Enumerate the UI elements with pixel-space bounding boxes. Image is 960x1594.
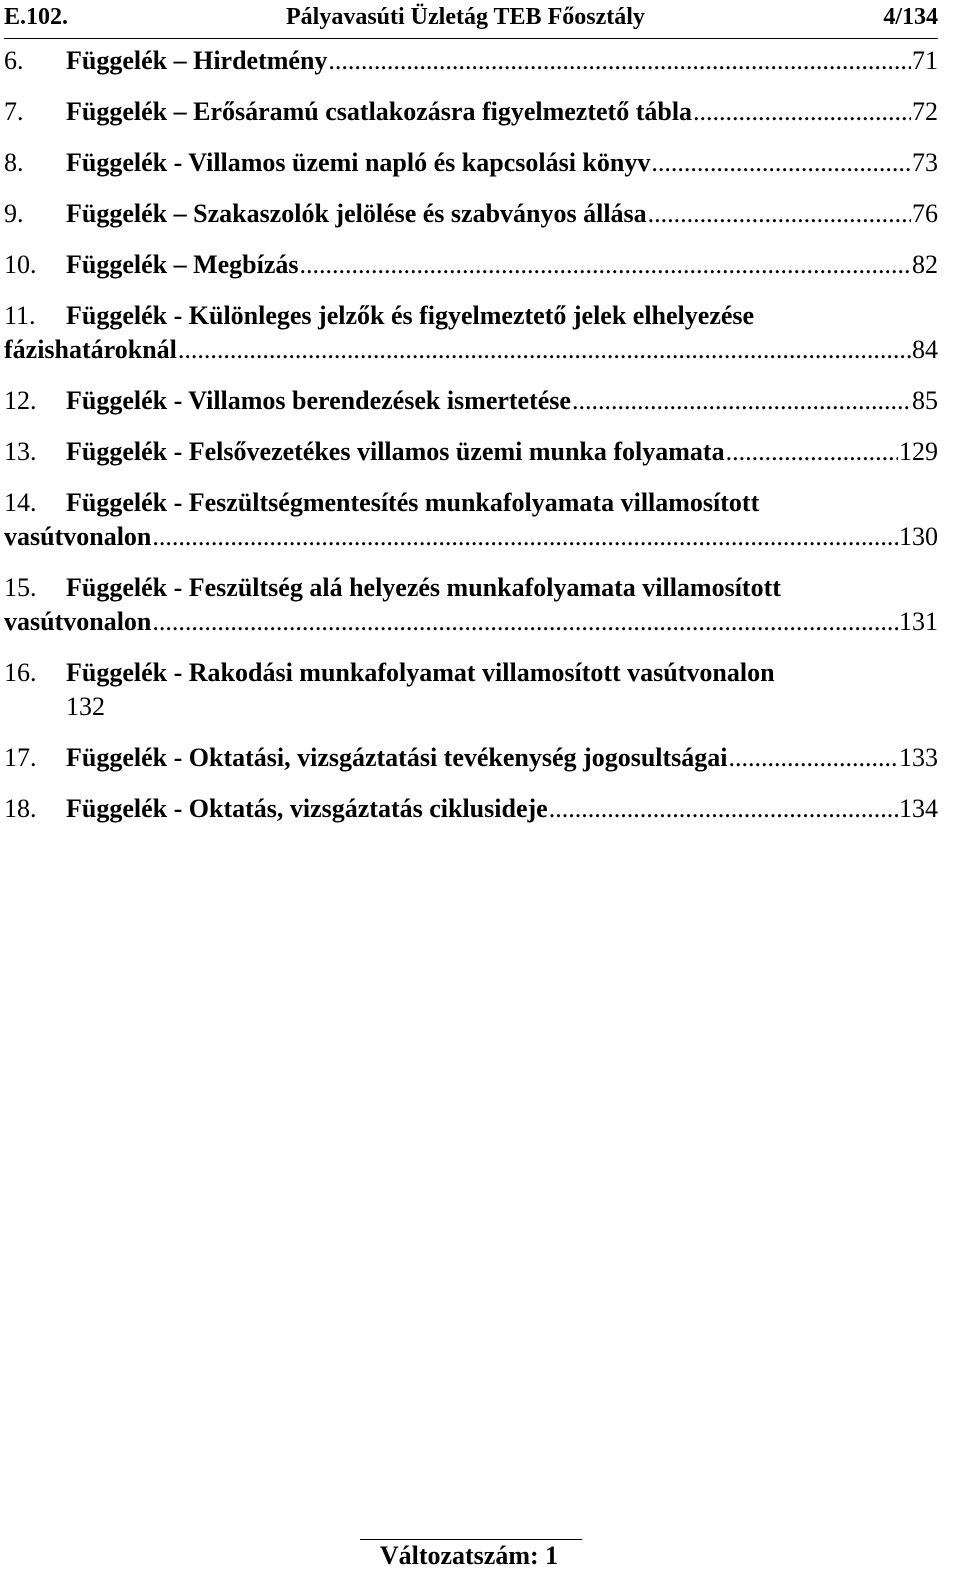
toc-entry[interactable] (4, 248, 938, 282)
toc-entry-page: 134 (899, 794, 938, 823)
toc-entry-page: 72 (912, 97, 938, 126)
toc-entry-title: Függelék - Rakodási munkafolyamat villamosított vasútvonalon (66, 658, 775, 687)
toc-entry-title: Függelék - Feszültségmentesítés munkafolyamata villamosított (66, 488, 760, 517)
dot-leader (178, 333, 911, 367)
toc-entry-title: Függelék – Erősáramú csatlakozásra figyelmeztető tábla (66, 97, 693, 126)
dot-leader (152, 520, 898, 554)
dot-leader (693, 95, 911, 129)
toc-entry-number: 7. (4, 97, 24, 126)
document-code: E.102. (4, 4, 69, 30)
toc-entry-number: 6. (4, 46, 24, 75)
toc-entry-page: 129 (899, 437, 938, 466)
toc-entry-page: 73 (912, 148, 938, 177)
toc-entry-title-continuation: fázishatároknál (4, 335, 177, 364)
dot-leader (328, 44, 911, 78)
dot-leader (152, 605, 898, 639)
dot-leader (300, 248, 911, 282)
toc-entry-page: 84 (912, 335, 938, 364)
toc-entry-number: 8. (4, 148, 24, 177)
toc-entry-number: 13. (4, 437, 37, 466)
toc-entry[interactable] (4, 197, 938, 231)
toc-entry-number: 9. (4, 199, 24, 228)
toc-entry-number: 18. (4, 794, 37, 823)
toc-entry[interactable] (4, 741, 938, 775)
table-of-contents (4, 44, 938, 843)
toc-entry-title-continuation: vasútvonalon (4, 522, 152, 551)
toc-entry-title: Függelék - Villamos berendezések ismertetése (66, 386, 571, 415)
toc-entry-number: 14. (4, 488, 37, 517)
toc-entry-title: Függelék – Szakaszolók jelölése és szabványos állása (66, 199, 647, 228)
toc-entry[interactable] (4, 384, 938, 418)
toc-entry[interactable] (4, 435, 938, 469)
toc-entry-title: Függelék – Megbízás (66, 250, 299, 279)
toc-entry[interactable] (4, 792, 938, 826)
toc-entry-page: 71 (912, 46, 938, 75)
toc-entry[interactable] (4, 146, 938, 180)
page-header (4, 0, 938, 39)
toc-entry-title-continuation: vasútvonalon (4, 607, 152, 636)
version-footer: Változatszám: 1 (379, 1541, 559, 1570)
toc-entry-title: Függelék - Különleges jelzők és figyelmeztető jelek elhelyezése (66, 301, 755, 330)
toc-entry[interactable] (4, 95, 938, 129)
footer-rule (360, 1539, 582, 1540)
toc-entry-page: 132 (66, 692, 105, 721)
toc-entry[interactable] (4, 656, 938, 724)
toc-entry-number: 11. (4, 301, 36, 330)
page-indicator: 4/134 (883, 4, 938, 30)
toc-entry-title: Függelék - Felsővezetékes villamos üzemi munka folyamata (66, 437, 725, 466)
toc-entry-title: Függelék – Hirdetmény (66, 46, 328, 75)
toc-entry-number: 16. (4, 658, 37, 687)
department-name: Pályavasúti Üzletág TEB Főosztály (286, 4, 645, 30)
toc-entry-page: 85 (912, 386, 938, 415)
toc-entry-title: Függelék - Villamos üzemi napló és kapcsolási könyv (66, 148, 651, 177)
toc-entry-number: 10. (4, 250, 37, 279)
toc-entry[interactable] (4, 571, 938, 639)
toc-entry[interactable] (4, 44, 938, 78)
toc-entry-page: 76 (912, 199, 938, 228)
toc-entry-page: 133 (899, 743, 938, 772)
dot-leader (726, 435, 898, 469)
toc-entry-number: 15. (4, 573, 37, 602)
toc-entry-title: Függelék - Oktatási, vizsgáztatási tevékenység jogosultságai (66, 743, 728, 772)
toc-entry-page: 130 (899, 522, 938, 551)
dot-leader (648, 197, 911, 231)
toc-entry[interactable] (4, 486, 938, 554)
dot-leader (549, 792, 898, 826)
dot-leader (729, 741, 898, 775)
toc-entry[interactable] (4, 299, 938, 367)
toc-entry-title: Függelék - Feszültség alá helyezés munkafolyamata villamosított (66, 573, 781, 602)
toc-entry-number: 17. (4, 743, 37, 772)
toc-entry-title: Függelék - Oktatás, vizsgáztatás ciklusideje (66, 794, 548, 823)
toc-entry-number: 12. (4, 386, 37, 415)
toc-entry-page: 131 (899, 607, 938, 636)
dot-leader (572, 384, 911, 418)
toc-entry-page: 82 (912, 250, 938, 279)
dot-leader (651, 146, 911, 180)
